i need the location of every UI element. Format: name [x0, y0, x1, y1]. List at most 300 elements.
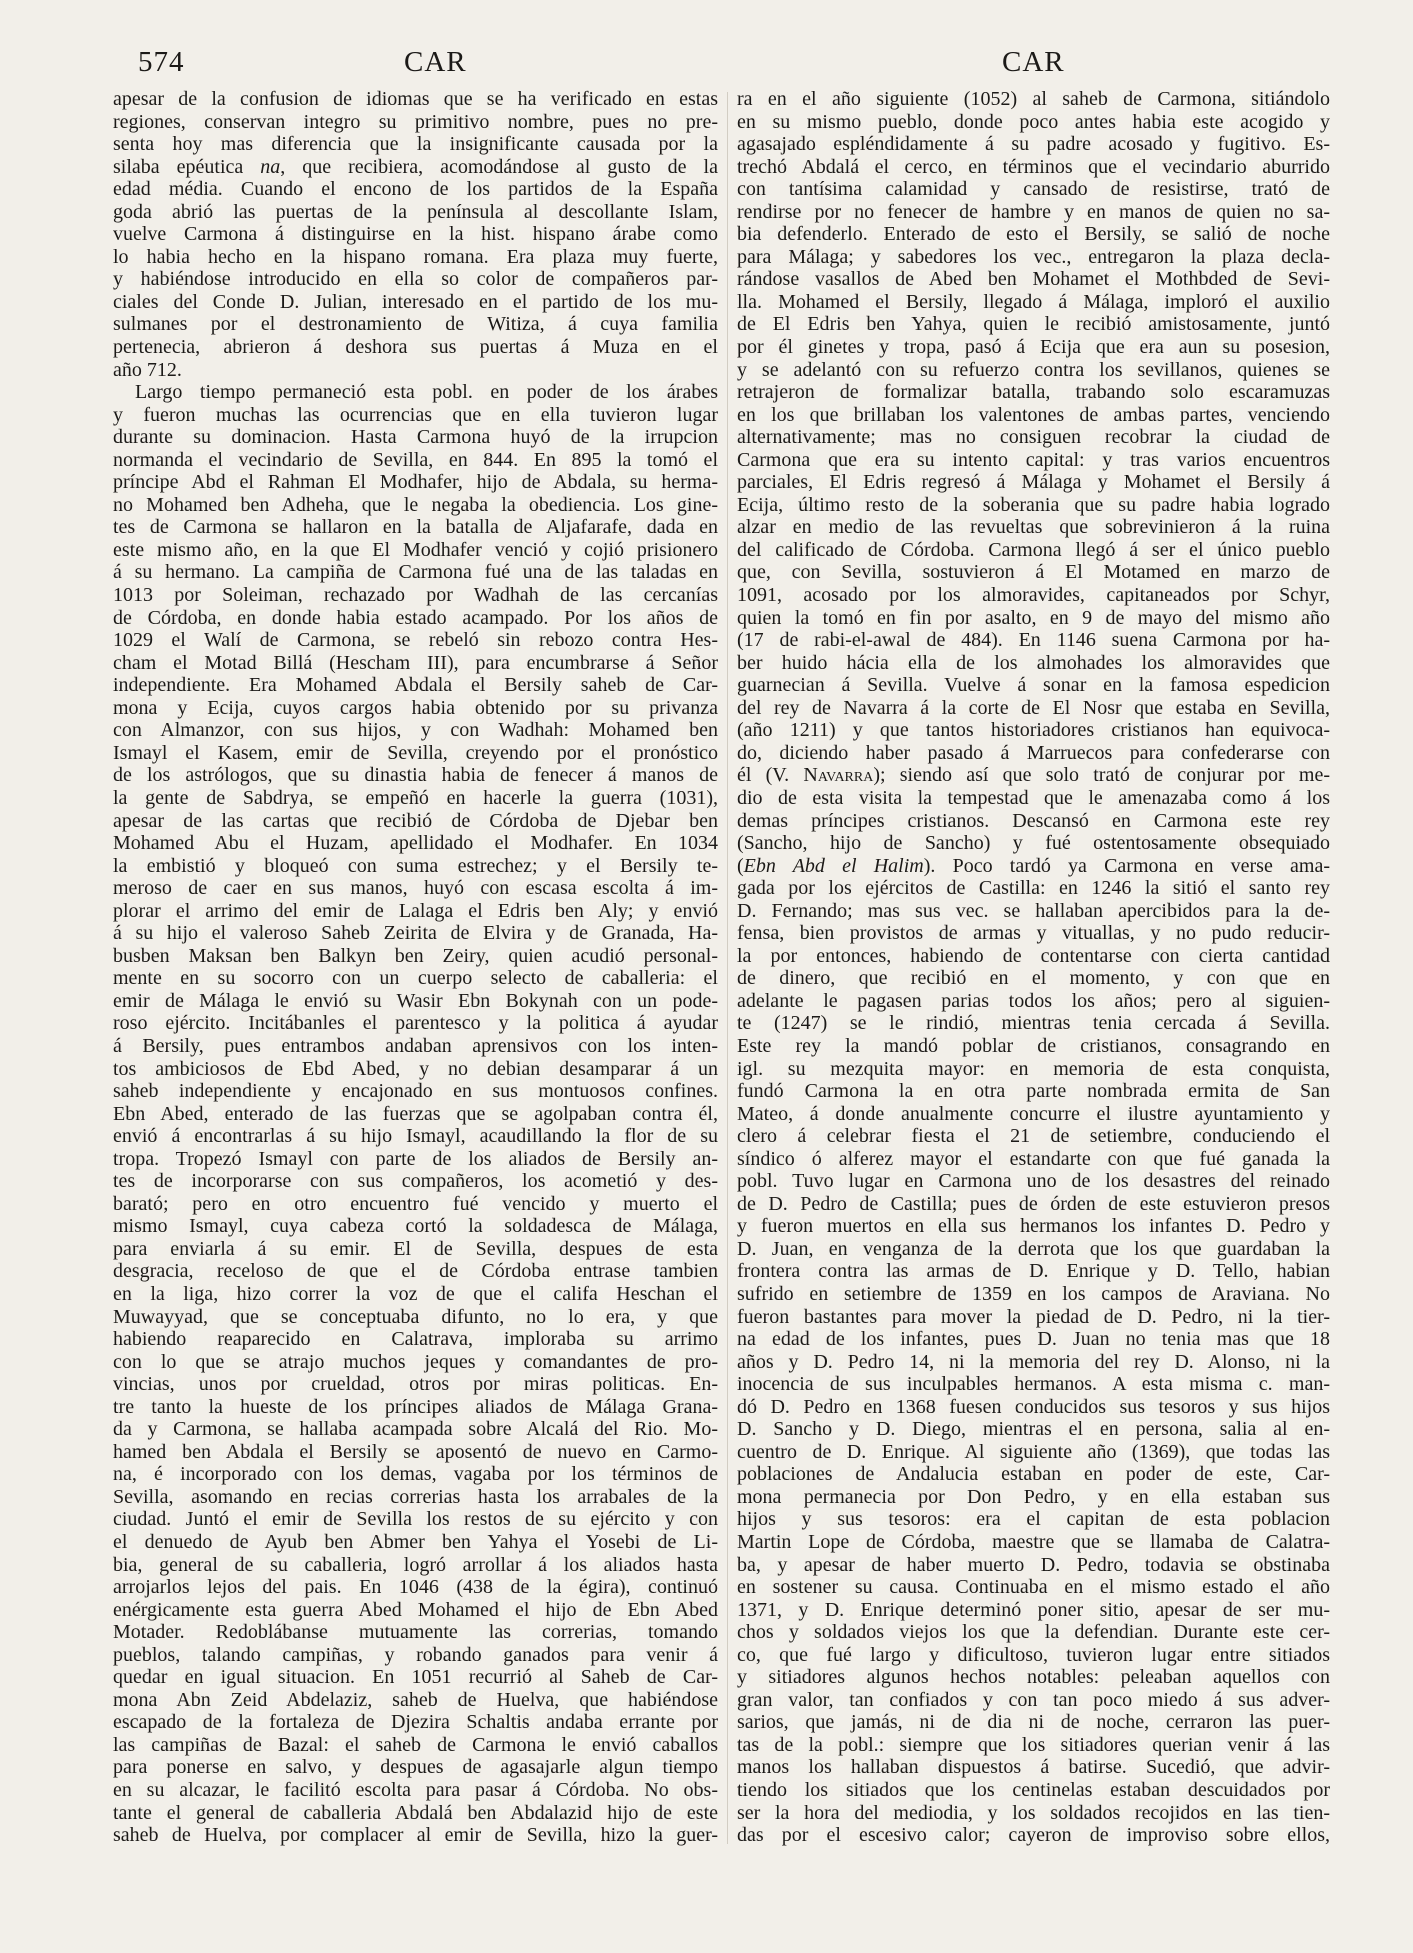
text-line: [113, 1689, 718, 1712]
text-line-content: parciales, El Edris regresó á Málaga y Mohamet el Bersily á: [737, 471, 1330, 494]
text-line-content: habiendo reaparecido en Calatrava, imploraba su arrimo: [113, 1328, 718, 1351]
text-line-content: tas de la pobl.: siempre que los sitiadores querian venir á las: [737, 1733, 1330, 1756]
text-line-content: 1371, y D. Enrique determinó poner sitio, apesar de ser mu-: [737, 1598, 1330, 1621]
text-line-content: roso ejército. Incitábanles el parentesco y la politica á ayudar: [113, 1012, 718, 1035]
text-line-content: no Mohamed ben Adheha, que le negaba la obediencia. Los gine-: [113, 493, 718, 516]
text-line-content: tiendo los sitiados que los centinelas estaban descuidados por: [737, 1779, 1330, 1802]
text-line-content: en sostener su causa. Continuaba en el mismo estado el año: [737, 1576, 1330, 1599]
text-line: [737, 1396, 1330, 1419]
text-line-content: tropa. Tropezó Ismayl con parte de los aliados de Bersily an-: [113, 1147, 718, 1170]
text-line-content: enérgicamente esta guerra Abed Mohamed el hijo de Ebn Abed: [113, 1598, 718, 1621]
text-line-content: mona permanecia por Don Pedro, y en ella estaban sus: [737, 1485, 1330, 1508]
text-line: [737, 1306, 1330, 1329]
text-segment: silaba epéutica: [113, 155, 261, 178]
text-line: [113, 1215, 718, 1238]
text-line: [113, 223, 718, 246]
text-line-content: cham el Motad Billá (Hescham III), para encumbrarse á Señor: [113, 651, 718, 674]
text-line-content: la gente de Sabdrya, se empeñó en hacerle la guerra (1031),: [113, 786, 718, 809]
text-line: [737, 1193, 1330, 1216]
text-line: [113, 697, 718, 720]
text-line: [113, 426, 718, 449]
text-line: [737, 133, 1330, 156]
text-line-content: frontera contra las armas de D. Enrique y D. Tello, habian: [737, 1260, 1330, 1283]
text-line: [737, 516, 1330, 539]
text-line: [737, 201, 1330, 224]
text-line-content: te (1247) se le rindió, mientras tenia cercada á Sevilla.: [737, 1012, 1330, 1035]
text-line: [113, 1035, 718, 1058]
text-line-content: tre tanto la hueste de los príncipes aliados de Málaga Grana-: [113, 1395, 718, 1418]
text-line-content: Mohamed Abu el Huzam, apellidado el Modhafer. En 1034: [113, 832, 718, 855]
text-line-content: mismo Ismayl, cuya cabeza cortó la soldadesca de Málaga,: [113, 1215, 718, 1238]
text-line: [113, 900, 718, 923]
text-line: [737, 268, 1330, 291]
text-line: [737, 1689, 1330, 1712]
text-line-content: fensa, bien provistos de armas y vituallas, y no pudo reducir-: [737, 922, 1330, 945]
text-line: [113, 584, 718, 607]
text-line: [737, 246, 1330, 269]
text-line: [737, 1058, 1330, 1081]
text-line: [113, 1621, 718, 1644]
text-line-content: bia, general de su caballeria, logró arrollar á los aliados hasta: [113, 1553, 718, 1576]
text-line-content: el denuedo de Ayub ben Abmer ben Yahya el Yosebi de Li-: [113, 1531, 718, 1553]
text-line: [113, 1599, 718, 1622]
text-line-content: (17 de rabi-el-awal de 484). En 1146 suena Carmona por ha-: [737, 629, 1330, 652]
text-line-content: Mateo, á donde anualmente concurre el ilustre ayuntamiento y: [737, 1102, 1330, 1125]
text-line-content: para Málaga; y sabedores los vec., entregaron la plaza decla-: [737, 245, 1330, 268]
text-line: [737, 1215, 1330, 1238]
text-line-content: mona y Ecija, cuyos cargos habia obtenido por su privanza: [113, 696, 718, 719]
text-line: [113, 1486, 718, 1509]
text-line-content: normanda el vecindario de Sevilla, en 844. En 895 la tomó el: [113, 448, 718, 471]
text-line: [737, 313, 1330, 336]
text-line: [113, 1396, 718, 1419]
text-line-content: este mismo año, en la que El Modhafer venció y cojió prisionero: [113, 538, 718, 561]
text-line: [113, 742, 718, 765]
text-line-content: D. Sancho y D. Diego, mientras el en persona, salia al en-: [737, 1418, 1330, 1441]
text-line-content: alzar en medio de las revueltas que sobrevinieron á la ruina: [737, 516, 1330, 539]
text-line: [737, 426, 1330, 449]
text-segment: ). Poco tardó ya Carmona en verse ama-: [923, 854, 1330, 877]
text-line-content: con Almanzor, con sus hijos, y con Wadhah: Mohamed ben: [113, 719, 718, 742]
text-line-content: saheb de Huelva, por complacer al emir de Sevilla, hizo la guer-: [113, 1824, 718, 1847]
text-line-content: Motader. Redoblábanse mutuamente las correrias, tomando: [113, 1621, 718, 1644]
text-line-content: apesar de la confusion de idiomas que se ha verificado en estas: [113, 88, 718, 110]
text-line-content: fueron bastantes para mover la piedad de D. Pedro, ni la tier-: [737, 1305, 1330, 1328]
text-line-content: retrajeron de formalizar batalla, trabando solo escaramuzas: [737, 381, 1330, 404]
text-line-content: Muwayyad, que se conceptuaba difunto, no lo era, y que: [113, 1305, 718, 1328]
italic-text: na: [260, 155, 281, 178]
column-divider: [727, 92, 728, 1844]
text-line: [113, 111, 718, 134]
text-line: [737, 1756, 1330, 1779]
text-line-content: y se adelantó con su refuerzo contra los sevillanos, quienes se: [737, 358, 1330, 381]
text-line: [113, 967, 718, 990]
text-line-content: D. Fernando; mas sus vec. se hallaban apercibidos para la de-: [737, 899, 1330, 922]
text-line-content: sulmanes por el destronamiento de Witiza, á cuya familia: [113, 313, 718, 336]
text-line-content: en su alcazar, le facilitó escolta para pasar á Córdoba. No obs-: [113, 1779, 718, 1802]
text-line: [113, 855, 718, 878]
text-line-content: de dinero, que recibió en el momento, y con que en: [737, 967, 1330, 990]
text-line-content: escapado de la fortaleza de Djezira Schaltis andaba errante por: [113, 1711, 718, 1734]
text-line: [737, 1666, 1330, 1689]
text-line: [737, 1103, 1330, 1126]
text-line-content: co, que fué largo y dificultoso, tuvieron lugar entre sitiados: [737, 1643, 1330, 1666]
text-line: [113, 449, 718, 472]
text-line: [113, 381, 718, 404]
text-line: [113, 1125, 718, 1148]
text-line: [737, 1260, 1330, 1283]
text-line: [737, 404, 1330, 427]
text-line: [113, 516, 718, 539]
text-line: [113, 1351, 718, 1374]
text-line: [113, 1441, 718, 1464]
text-line: [113, 877, 718, 900]
text-line: [737, 1170, 1330, 1193]
text-line: [113, 629, 718, 652]
text-line-content: na, é incorporado con los demas, vagaba por los términos de: [113, 1463, 718, 1486]
text-line-content: agasajado espléndidamente á su padre acosado y fugitivo. Es-: [737, 133, 1330, 156]
text-line-content: edad média. Cuando el encono de los partidos de la España: [113, 178, 718, 201]
text-line: [737, 449, 1330, 472]
text-line-content: chos y soldados viejos los que la defendian. Durante este cer-: [737, 1621, 1330, 1644]
text-line-content: pertenecia, abrieron á deshora sus puertas á Muza en el: [113, 336, 718, 359]
text-line: [737, 1599, 1330, 1622]
text-line-content: ra en el año siguiente (1052) al saheb de Carmona, sitiándolo: [737, 88, 1330, 110]
text-line-content: año 712.: [113, 358, 182, 381]
text-line: [113, 88, 718, 111]
text-line-content: D. Juan, en venganza de la derrota que los que guardaban la: [737, 1237, 1330, 1260]
text-line-content: dó D. Pedro en 1368 fuesen conducidos sus tesoros y sus hijos: [737, 1395, 1330, 1418]
text-line-content: las campiñas de Bazal: el saheb de Carmona le envió caballos: [113, 1733, 718, 1756]
text-line-content: rendirse por no fenecer de hambre y en manos de quien no sa-: [737, 200, 1330, 223]
text-line: [737, 1012, 1330, 1035]
text-line: [737, 539, 1330, 562]
text-line: [737, 1644, 1330, 1667]
text-line-content: [737, 855, 1330, 878]
text-line-content: poblaciones de Andalucia estaban en poder de este, Car-: [737, 1463, 1330, 1486]
text-line: [113, 922, 718, 945]
text-line: [737, 1734, 1330, 1757]
text-line: [737, 1531, 1330, 1554]
text-line: [113, 178, 718, 201]
text-line: [737, 1508, 1330, 1531]
text-line: [737, 1418, 1330, 1441]
text-line: [113, 674, 718, 697]
text-line-content: quien la tomó en fin por asalto, en 9 de mayo del mismo año: [737, 606, 1330, 629]
text-line-content: alternativamente; mas no consiguen recobrar la ciudad de: [737, 426, 1330, 449]
text-line: [737, 1463, 1330, 1486]
text-line-content: príncipe Abd el Rahman El Modhafer, hijo de Abdala, su herma-: [113, 471, 718, 494]
text-line-content: pueblos, talando campiñas, y robando ganados para venir á: [113, 1643, 718, 1666]
text-line: [737, 697, 1330, 720]
text-line-content: trechó Abdalá el cerco, en términos que el vecindario aburrido: [737, 155, 1330, 178]
text-line-content: á su hermano. La campiña de Carmona fué una de las taladas en: [113, 561, 718, 584]
text-line-content: das por el escesivo calor; cayeron de improviso sobre ellos,: [737, 1824, 1330, 1847]
text-line-content: (año 1211) y que tantos historiadores cristianos han equivoca-: [737, 719, 1330, 742]
text-line-content: ba, y apesar de haber muerto D. Pedro, todavia se obstinaba: [737, 1553, 1330, 1576]
text-line: [113, 1508, 718, 1531]
text-line: [737, 223, 1330, 246]
text-line: [737, 471, 1330, 494]
text-line-content: mona Abn Zeid Abdelaziz, saheb de Huelva, que habiéndose: [113, 1688, 718, 1711]
italic-text: Ebn Abd el Halim: [743, 854, 924, 877]
text-segment: (: [737, 854, 744, 877]
text-line: [113, 607, 718, 630]
text-line-content: en su mismo pueblo, donde poco antes habia este acogido y: [737, 110, 1330, 133]
text-line: [113, 1012, 718, 1035]
text-line-content: sufrido en setiembre de 1359 en los campos de Araviana. No: [737, 1282, 1330, 1305]
text-line-content: ciudad. Juntó el emir de Sevilla los restos de su ejército y con: [113, 1508, 718, 1531]
text-line-content: con tantísima calamidad y cansado de resistirse, trató de: [737, 178, 1330, 201]
text-line-content: do, diciendo haber pasado á Marruecos para confederarse con: [737, 741, 1330, 764]
text-line-content: demas príncipes cristianos. Descansó en Carmona este rey: [737, 809, 1330, 832]
text-line: [737, 1283, 1330, 1306]
text-line-content: Largo tiempo permaneció esta pobl. en poder de los árabes: [135, 381, 718, 404]
text-line-content: lla. Mohamed el Bersily, llegado á Málaga, imploró el auxilio: [737, 290, 1330, 313]
text-line: [737, 291, 1330, 314]
text-line: [737, 1035, 1330, 1058]
text-line: [737, 584, 1330, 607]
right-text-column: [737, 88, 1330, 1847]
text-line-content: Ebn Abed, enterado de las fuerzas que se agolpaban contra él,: [113, 1102, 718, 1125]
text-line-content: gada por los ejércitos de Castilla: en 1246 la sitió el santo rey: [737, 877, 1330, 900]
small-caps-text: Navarra: [803, 764, 874, 787]
text-line: [737, 810, 1330, 833]
text-line-content: emir de Málaga le envió su Wasir Ebn Bokynah con un pode-: [113, 989, 718, 1012]
text-line: [737, 719, 1330, 742]
text-line: [737, 561, 1330, 584]
text-line-content: y fueron muchas las ocurrencias que en ella tuvieron lugar: [113, 403, 718, 426]
text-line: [113, 494, 718, 517]
text-line: [737, 1328, 1330, 1351]
text-line: [737, 1554, 1330, 1577]
text-line-content: barató; pero en otro encuentro fué vencido y muerto el: [113, 1192, 718, 1215]
text-line: [113, 1283, 718, 1306]
text-line: [113, 133, 718, 156]
text-line-content: rándose vasallos de Abed ben Mohamet el Mothbded de Sevi-: [737, 268, 1330, 291]
text-line-content: dio de esta visita la tempestad que le amenazaba como á los: [737, 786, 1330, 809]
text-line-content: goda abrió las puertas de la península al descollante Islam,: [113, 200, 718, 223]
text-line-content: cuentro de D. Enrique. Al siguiente año (1369), que todas las: [737, 1440, 1330, 1463]
text-line: [113, 246, 718, 269]
text-line-content: desgracia, receloso de que el de Córdoba entrase tambien: [113, 1260, 718, 1283]
text-line-content: saheb independiente y encajonado en sus montuosos confines.: [113, 1080, 718, 1103]
text-line-content: para ponerse en salvo, y despues de agasajarle algun tiempo: [113, 1756, 718, 1779]
text-line: [113, 1554, 718, 1577]
text-line: [113, 336, 718, 359]
text-line: [113, 1824, 718, 1847]
text-segment: , que recibiera, acomodándose al gusto de la: [280, 155, 718, 178]
text-line: [113, 945, 718, 968]
text-line: [737, 787, 1330, 810]
text-line-content: Carmona que era su intento capital: y tras varios encuentros: [737, 448, 1330, 471]
text-line: [737, 1779, 1330, 1802]
text-line-content: Ecija, último resto de la soberania que su padre habia logrado: [737, 493, 1330, 516]
text-line-content: ciales del Conde D. Julian, interesado en el partido de los mu-: [113, 290, 718, 313]
text-segment: él (V.: [737, 764, 804, 787]
text-line-content: mente en su socorro con un cuerpo selecto de caballeria: el: [113, 967, 718, 990]
text-line-content: inocencia de sus inculpables hermanos. A esta misma c. man-: [737, 1373, 1330, 1396]
text-line: [737, 178, 1330, 201]
text-line: [113, 990, 718, 1013]
text-line: [737, 1441, 1330, 1464]
text-line: [737, 1238, 1330, 1261]
text-line-content: que, con Sevilla, sostuvieron á El Motamed en marzo de: [737, 561, 1330, 584]
text-line-content: de El Edris ben Yahya, quien le recibió amistosamente, juntó: [737, 313, 1330, 336]
text-line-content: clero á celebrar fiesta el 21 de setiembre, conduciendo el: [737, 1125, 1330, 1148]
text-line: [737, 494, 1330, 517]
text-line-content: tes de incorporarse con sus compañeros, los acometió y des-: [113, 1170, 718, 1193]
text-line-content: de Córdoba, en donde habia estado acampado. Por los años de: [113, 606, 718, 629]
text-segment: ); siendo así que solo trató de conjurar por me-: [873, 764, 1331, 787]
text-line-content: vincias, unos por crueldad, otros por miras politicas. En-: [113, 1373, 718, 1396]
text-line: [113, 561, 718, 584]
text-line: [737, 359, 1330, 382]
text-line-content: (Sancho, hijo de Sancho) y fué ostentosamente obsequiado: [737, 832, 1330, 855]
text-line: [737, 336, 1330, 359]
text-line: [737, 832, 1330, 855]
left-text-column: [113, 88, 718, 1847]
text-line-content: tante el general de caballeria Abdalá ben Abdalazid hijo de este: [113, 1801, 718, 1824]
text-line: [113, 156, 718, 179]
text-line-content: pobl. Tuvo lugar en Carmona uno de los desastres del reinado: [737, 1170, 1330, 1193]
text-line-content: envió á encontrarlas á su hijo Ismayl, acaudillando la flor de su: [113, 1125, 718, 1148]
text-line: [737, 111, 1330, 134]
text-line-content: en los que brillaban los valentones de ambas partes, venciendo: [737, 403, 1330, 426]
text-line: [737, 1080, 1330, 1103]
page-number: 574: [138, 46, 185, 78]
text-line: [113, 1666, 718, 1689]
text-line-content: en la liga, hizo correr la voz de que el califa Heschan el: [113, 1282, 718, 1305]
text-line: [113, 1756, 718, 1779]
text-line: [737, 922, 1330, 945]
text-line: [113, 1531, 718, 1554]
text-line-content: á su hijo el valeroso Saheb Zeirita de Elvira y de Granada, Ha-: [113, 922, 718, 945]
text-line-content: hamed ben Abdala el Bersily se aposentó de nuevo en Carmo-: [113, 1440, 718, 1463]
text-line: [737, 629, 1330, 652]
text-line-content: la por entonces, habiendo de contentarse con cierta cantidad: [737, 944, 1330, 967]
text-line-content: [737, 764, 1330, 787]
text-line-content: del calificado de Córdoba. Carmona llegó á ser el único pueblo: [737, 538, 1330, 561]
text-line: [113, 268, 718, 291]
text-line-content: años y D. Pedro 14, ni la memoria del rey D. Alonso, ni la: [737, 1350, 1330, 1373]
text-line-content: 1029 el Walí de Carmona, se rebeló sin rebozo contra Hes-: [113, 629, 718, 652]
text-line-content: igl. su mezquita mayor: en memoria de esta conquista,: [737, 1057, 1330, 1080]
text-line: [113, 1238, 718, 1261]
text-line-content: regiones, conservan integro su primitivo nombre, pues no pre-: [113, 110, 718, 133]
text-line-content: arrojarlos lejos del pais. En 1046 (438 de la égira), continuó: [113, 1576, 718, 1599]
text-line-content: guarnecian á Sevilla. Vuelve á sonar en la famosa espedicion: [737, 674, 1330, 697]
text-line: [113, 1260, 718, 1283]
text-line-content: na edad de los infantes, pues D. Juan no tenia mas que 18: [737, 1328, 1330, 1351]
text-line: [113, 1103, 718, 1126]
text-line: [737, 877, 1330, 900]
text-line: [113, 652, 718, 675]
text-line-content: busben Maksan ben Balkyn ben Zeiry, quien acudió personal-: [113, 944, 718, 967]
text-line-content: lo habia hecho en la hispano romana. Era plaza muy fuerte,: [113, 245, 718, 268]
text-line: [737, 1486, 1330, 1509]
text-line-content: Este rey la mandó poblar de cristianos, consagrando en: [737, 1034, 1330, 1057]
text-line: [737, 1373, 1330, 1396]
text-line-content: del rey de Navarra á la corte de El Nosr que estaba en Sevilla,: [737, 696, 1330, 719]
text-line-content: á Bersily, pues entrambos andaban aprensivos con los inten-: [113, 1034, 718, 1057]
text-line-content: por él ginetes y tropa, pasó á Ecija que era aun su posesion,: [737, 336, 1330, 359]
text-line: [113, 1463, 718, 1486]
text-line-content: apesar de las cartas que recibió de Córdoba de Djebar ben: [113, 809, 718, 832]
text-line-content: quedar en igual situacion. En 1051 recurrió al Saheb de Car-: [113, 1666, 718, 1689]
text-line: [113, 1734, 718, 1757]
text-line: [737, 674, 1330, 697]
text-line: [737, 855, 1330, 878]
text-line: [737, 1802, 1330, 1825]
text-line-content: síndico ó alferez mayor el estandarte con que fué ganada la: [737, 1147, 1330, 1170]
text-line-content: hijos y sus tesoros: era el capitan de esta poblacion: [737, 1508, 1330, 1531]
text-line: [737, 88, 1330, 111]
text-line: [113, 1576, 718, 1599]
text-line: [113, 1644, 718, 1667]
text-line: [113, 201, 718, 224]
text-line: [113, 1802, 718, 1825]
text-line-content: gran valor, tan confiados y con tan poco miedo á sus adver-: [737, 1688, 1330, 1711]
text-line: [113, 832, 718, 855]
text-line: [737, 381, 1330, 404]
text-line: [737, 156, 1330, 179]
text-line: [737, 652, 1330, 675]
right-column-heading: CAR: [1002, 46, 1065, 78]
text-line-content: [113, 156, 718, 179]
text-line: [737, 607, 1330, 630]
text-line-content: tes de Carmona se hallaron en la batalla de Aljafarafe, dada en: [113, 516, 718, 539]
text-line-content: Sevilla, asomando en recias correrias hasta los arrabales de la: [113, 1485, 718, 1508]
text-line: [737, 990, 1330, 1013]
text-line: [737, 1148, 1330, 1171]
text-line: [113, 764, 718, 787]
text-line: [113, 1193, 718, 1216]
text-line-content: sarios, que jamás, ni de dia ni de noche, cerraron las puer-: [737, 1711, 1330, 1734]
left-column-heading: CAR: [404, 46, 467, 78]
text-line-content: y fueron muertos en ella sus hermanos los infantes D. Pedro y: [737, 1215, 1330, 1238]
text-line: [113, 471, 718, 494]
text-line: [113, 1080, 718, 1103]
text-line: [737, 1621, 1330, 1644]
text-line: [737, 1711, 1330, 1734]
text-line: [113, 404, 718, 427]
text-line: [113, 1373, 718, 1396]
text-line: [113, 719, 718, 742]
text-line-content: senta hoy mas diferencia que la insignificante causada por la: [113, 133, 718, 156]
text-line-content: bia defenderlo. Enterado de esto el Bersily, se salió de noche: [737, 223, 1330, 246]
text-line-content: tos ambiciosos de Ebd Abed, y no debian desamparar á un: [113, 1057, 718, 1080]
text-line-content: la embistió y bloqueó con suma estrechez; y el Bersily te-: [113, 854, 718, 877]
text-line-content: Ismayl el Kasem, emir de Sevilla, creyendo por el pronóstico: [113, 741, 718, 764]
text-line-content: plorar el arrimo del emir de Lalaga el Edris ben Aly; y envió: [113, 899, 718, 922]
text-line-content: da y Carmona, se hallaba acampada sobre Alcalá del Rio. Mo-: [113, 1418, 718, 1441]
text-line-content: de D. Pedro de Castilla; pues de órden de este estuvieron presos: [737, 1192, 1330, 1215]
text-line: [737, 1576, 1330, 1599]
text-line: [113, 1711, 718, 1734]
text-line-content: ber huido hácia ella de los almohades los almoravides que: [737, 651, 1330, 674]
text-line: [113, 359, 718, 382]
text-line: [113, 313, 718, 336]
text-line: [737, 1125, 1330, 1148]
text-line: [737, 1824, 1330, 1847]
text-line-content: de los astrólogos, que su dinastia habia de fenecer á manos de: [113, 764, 718, 787]
text-line-content: Martin Lope de Córdoba, maestre que se llamaba de Calatra-: [737, 1531, 1330, 1553]
text-line-content: fundó Carmona la en otra parte nombrada ermita de San: [737, 1080, 1330, 1103]
text-line: [737, 900, 1330, 923]
text-line-content: 1013 por Soleiman, rechazado por Wadhah de las cercanías: [113, 584, 718, 607]
text-line: [113, 1779, 718, 1802]
